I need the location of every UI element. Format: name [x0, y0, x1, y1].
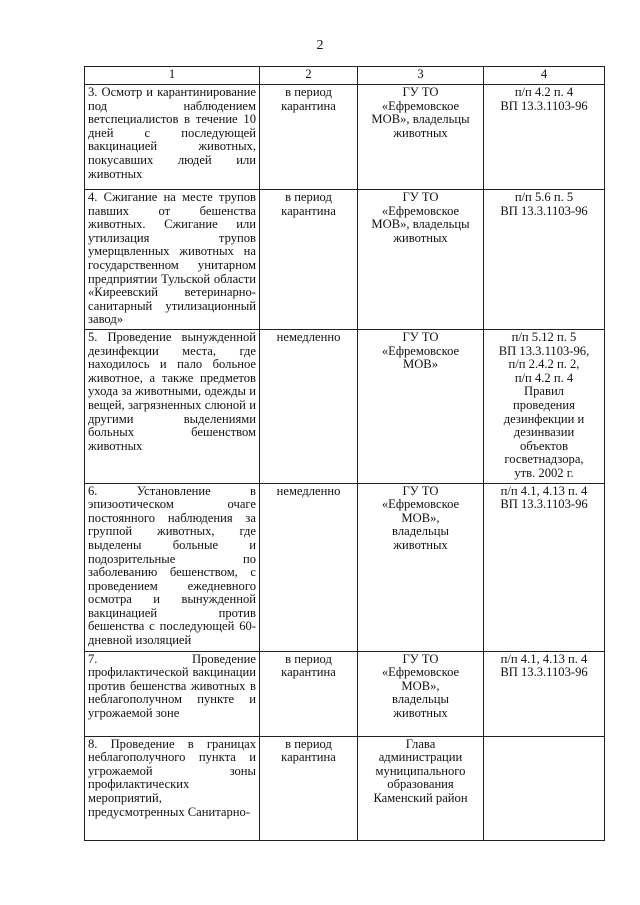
responsible-text: ГУ ТО «Ефремовское МОВ», владельцы животных	[371, 190, 470, 245]
responsible-cell	[358, 651, 484, 736]
responsible-cell	[358, 483, 484, 651]
basis-text: п/п 5.6 п. 5 ВП 13.3.1103-96	[500, 190, 588, 218]
table-row	[85, 190, 605, 330]
term-cell	[260, 190, 358, 330]
term-cell	[260, 483, 358, 651]
action-cell	[85, 190, 260, 330]
column-number-1: 1	[85, 67, 260, 85]
responsible-cell	[358, 736, 484, 840]
basis-text: п/п 5.12 п. 5 ВП 13.3.1103-96, п/п 2.4.2 п. 2, п/п 4.2 п. 4 Правил проведения дезинфекции и дезинвазии объектов госветнадзора, утв. 2002 г.	[498, 330, 590, 480]
action-cell	[85, 651, 260, 736]
basis-text: п/п 4.1, 4.13 п. 4 ВП 13.3.1103-96	[500, 483, 588, 512]
term-cell	[260, 736, 358, 840]
table-row	[85, 651, 605, 736]
basis-text: п/п 4.2 п. 4 ВП 13.3.1103-96	[500, 85, 588, 113]
page-number: 2	[316, 38, 324, 53]
term-cell	[260, 85, 358, 190]
term-cell	[260, 651, 358, 736]
action-text: 3. Осмотр и карантинирование под наблюдением ветспециалистов в течение 10 дней с последующей вакцинацией животных, покусавших людей или животных	[88, 85, 256, 181]
term-text: в период карантина	[281, 736, 336, 765]
basis-cell	[484, 483, 605, 651]
action-text: 5. Проведение вынужденной дезинфекции места, где находилось и пало больное животное, а также предметов ухода за животными, одежды и вещей, загрязненных слюной и другими выделениями больных бешенством животных	[88, 330, 256, 453]
action-text: 6. Установление в эпизоотическом очаге постоянного наблюдения за группой животных, где выделены больные и подозрительные по заболеванию бешенством, с проведением ежедневного осмотра и вынужденной вакцинацией против бешенства с последующей 60-дневной изоляцией	[88, 483, 256, 648]
action-text: 4. Сжигание на месте трупов павших от бешенства животных. Сжигание или утилизация трупов умерщвленных животных на государственном унитарном предприятии Тульской области «Киреевский ветеринарно-санитарный утилизационный завод»	[88, 190, 256, 327]
responsible-text: ГУ ТО «Ефремовское МОВ»	[381, 330, 460, 372]
table-row	[85, 330, 605, 484]
action-cell	[85, 85, 260, 190]
column-number-4: 4	[484, 67, 605, 85]
table-header-row	[85, 67, 605, 85]
table-row	[85, 736, 605, 840]
action-text: 7. Проведение профилактической вакцинации против бешенства животных в неблагополучном пункте и угрожаемой зоне	[88, 651, 256, 720]
responsible-cell	[358, 330, 484, 484]
measures-table	[84, 66, 605, 841]
responsible-cell	[358, 190, 484, 330]
basis-text: п/п 4.1, 4.13 п. 4 ВП 13.3.1103-96	[500, 651, 588, 680]
term-text: немедленно	[276, 483, 341, 498]
term-text: в период карантина	[281, 190, 336, 218]
term-cell	[260, 330, 358, 484]
action-cell	[85, 736, 260, 840]
column-number-3: 3	[358, 67, 484, 85]
responsible-cell	[358, 85, 484, 190]
action-cell	[85, 483, 260, 651]
term-text: немедленно	[276, 330, 341, 344]
term-text: в период карантина	[281, 651, 336, 680]
action-text: 8. Проведение в границах неблагополучного пункта и угрожаемой зоны профилактических мероприятий, предусмотренных Санитарно-	[88, 736, 256, 819]
responsible-text: ГУ ТО «Ефремовское МОВ», владельцы животных	[381, 651, 460, 720]
basis-cell	[484, 736, 605, 840]
responsible-text: Глава администрации муниципального образования Каменский район	[373, 736, 468, 805]
basis-cell	[484, 651, 605, 736]
term-text: в период карантина	[281, 85, 336, 113]
basis-cell	[484, 190, 605, 330]
column-number-2: 2	[260, 67, 358, 85]
table-row	[85, 85, 605, 190]
responsible-text: ГУ ТО «Ефремовское МОВ», владельцы животных	[381, 483, 460, 552]
basis-cell	[484, 330, 605, 484]
basis-cell	[484, 85, 605, 190]
action-cell	[85, 330, 260, 484]
responsible-text: ГУ ТО «Ефремовское МОВ», владельцы животных	[371, 85, 470, 140]
table-row	[85, 483, 605, 651]
